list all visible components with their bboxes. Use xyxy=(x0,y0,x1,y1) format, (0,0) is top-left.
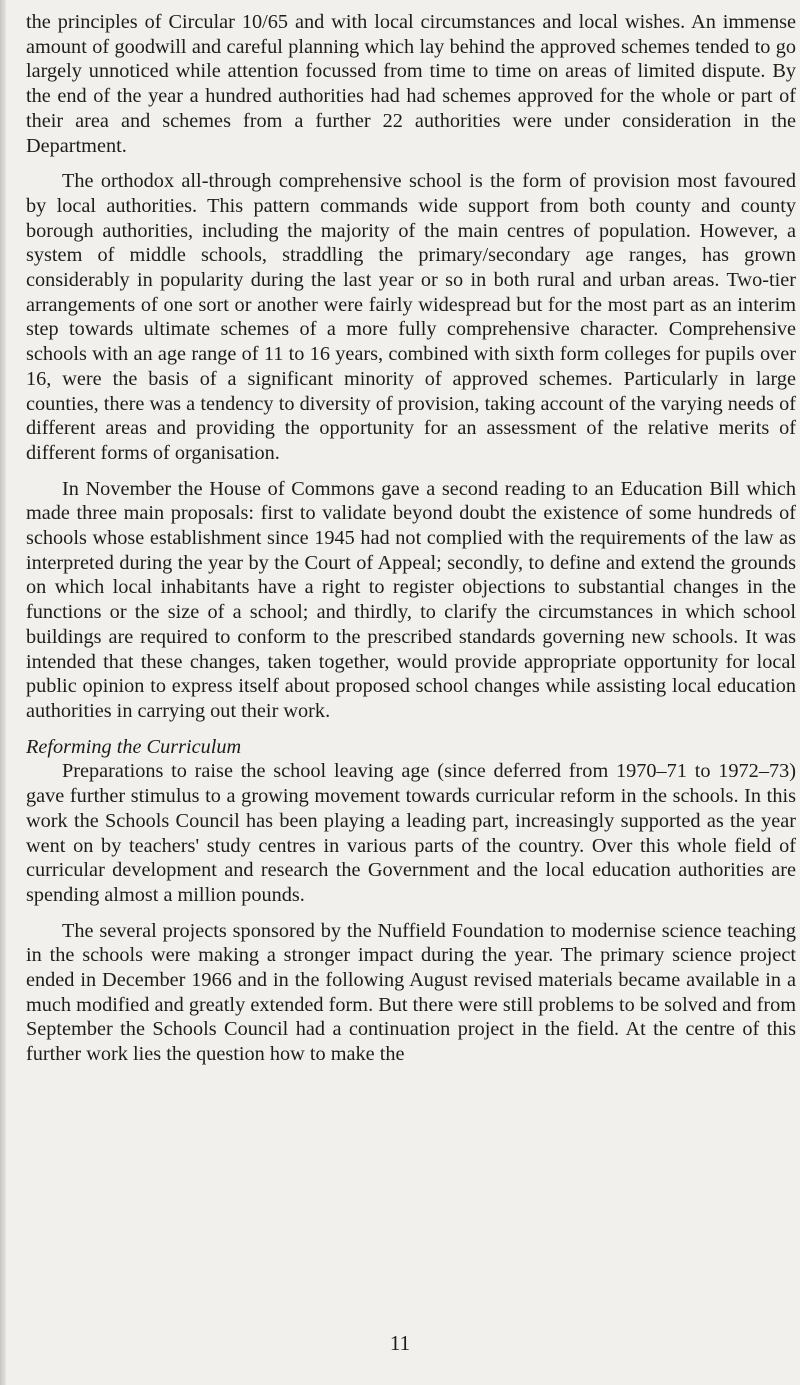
paragraph-nuffield-projects: The several projects sponsored by the Nuffield Foundation to modernise science teaching in the schools were making a stronger impact during the year. The primary science project ended in December 1966 and in the following August revised materials became available in a much modified and greatly extended form. But there were still problems to be solved and from September the Schools Council had a continuation project in the field. At the centre of this further work lies the question how to make the xyxy=(26,919,796,1066)
page-binding-edge xyxy=(0,0,6,1385)
body-text xyxy=(26,10,796,1067)
section-heading: Reforming the Curriculum xyxy=(26,735,242,758)
paragraph-school-leaving-age: Preparations to raise the school leaving age (since deferred from 1970–71 to 1972–73) gave further stimulus to a growing movement towards curricular reform in the schools. In this work the Schools Council has been playing a leading part, increasingly supported as the year went on by teachers' study centres in various parts of the country. Over this whole field of curricular development and research the Government and the local education authorities are spending almost a million pounds. xyxy=(26,760,796,906)
paragraph-continuation: the principles of Circular 10/65 and with local circumstances and local wishes. An immense amount of goodwill and careful planning which lay behind the approved schemes tended to go largely unnoticed while attention focussed from time to time on areas of limited dispute. By the end of the year a hundred authorities had had schemes approved for the whole or part of their area and schemes from a further 22 authorities were under consideration in the Department. xyxy=(26,11,796,157)
paragraph-comprehensive-schools: The orthodox all-through comprehensive school is the form of provision most favoured by local authorities. This pattern commands wide support from both county and county borough authorities, including the majority of the main centres of population. However, a system of middle schools, straddling the primary/secondary age ranges, has grown considerably in popularity during the last year or so in both rural and urban areas. Two-tier arrangements of one sort or another were fairly widespread but for the most part as an interim step towards ultimate schemes of a more fully comprehensive character. Comprehensive schools with an age range of 11 to 16 years, combined with sixth form colleges for pupils over 16, were the basis of a significant minority of approved schemes. Particularly in large counties, there was a tendency to diversity of provision, taking account of the varying needs of different areas and providing the opportunity for an assessment of the relative merits of different forms of organisation. xyxy=(26,170,796,464)
paragraph-education-bill: In November the House of Commons gave a second reading to an Education Bill which made three main proposals: first to validate beyond doubt the existence of some hundreds of schools whose establishment since 1945 had not complied with the requirements of the law as interpreted during the year by the Court of Appeal; secondly, to define and extend the grounds on which local inhabitants have a right to register objections to substantial changes in the functions or the size of a school; and thirdly, to clarify the circumstances in which school buildings are required to conform to the prescribed standards governing new schools. It was intended that these changes, taken together, would provide appropriate opportunity for local public opinion to express itself about proposed school changes while assisting local education authorities in carrying out their work. xyxy=(26,477,796,722)
page-number: 11 xyxy=(389,1331,411,1355)
